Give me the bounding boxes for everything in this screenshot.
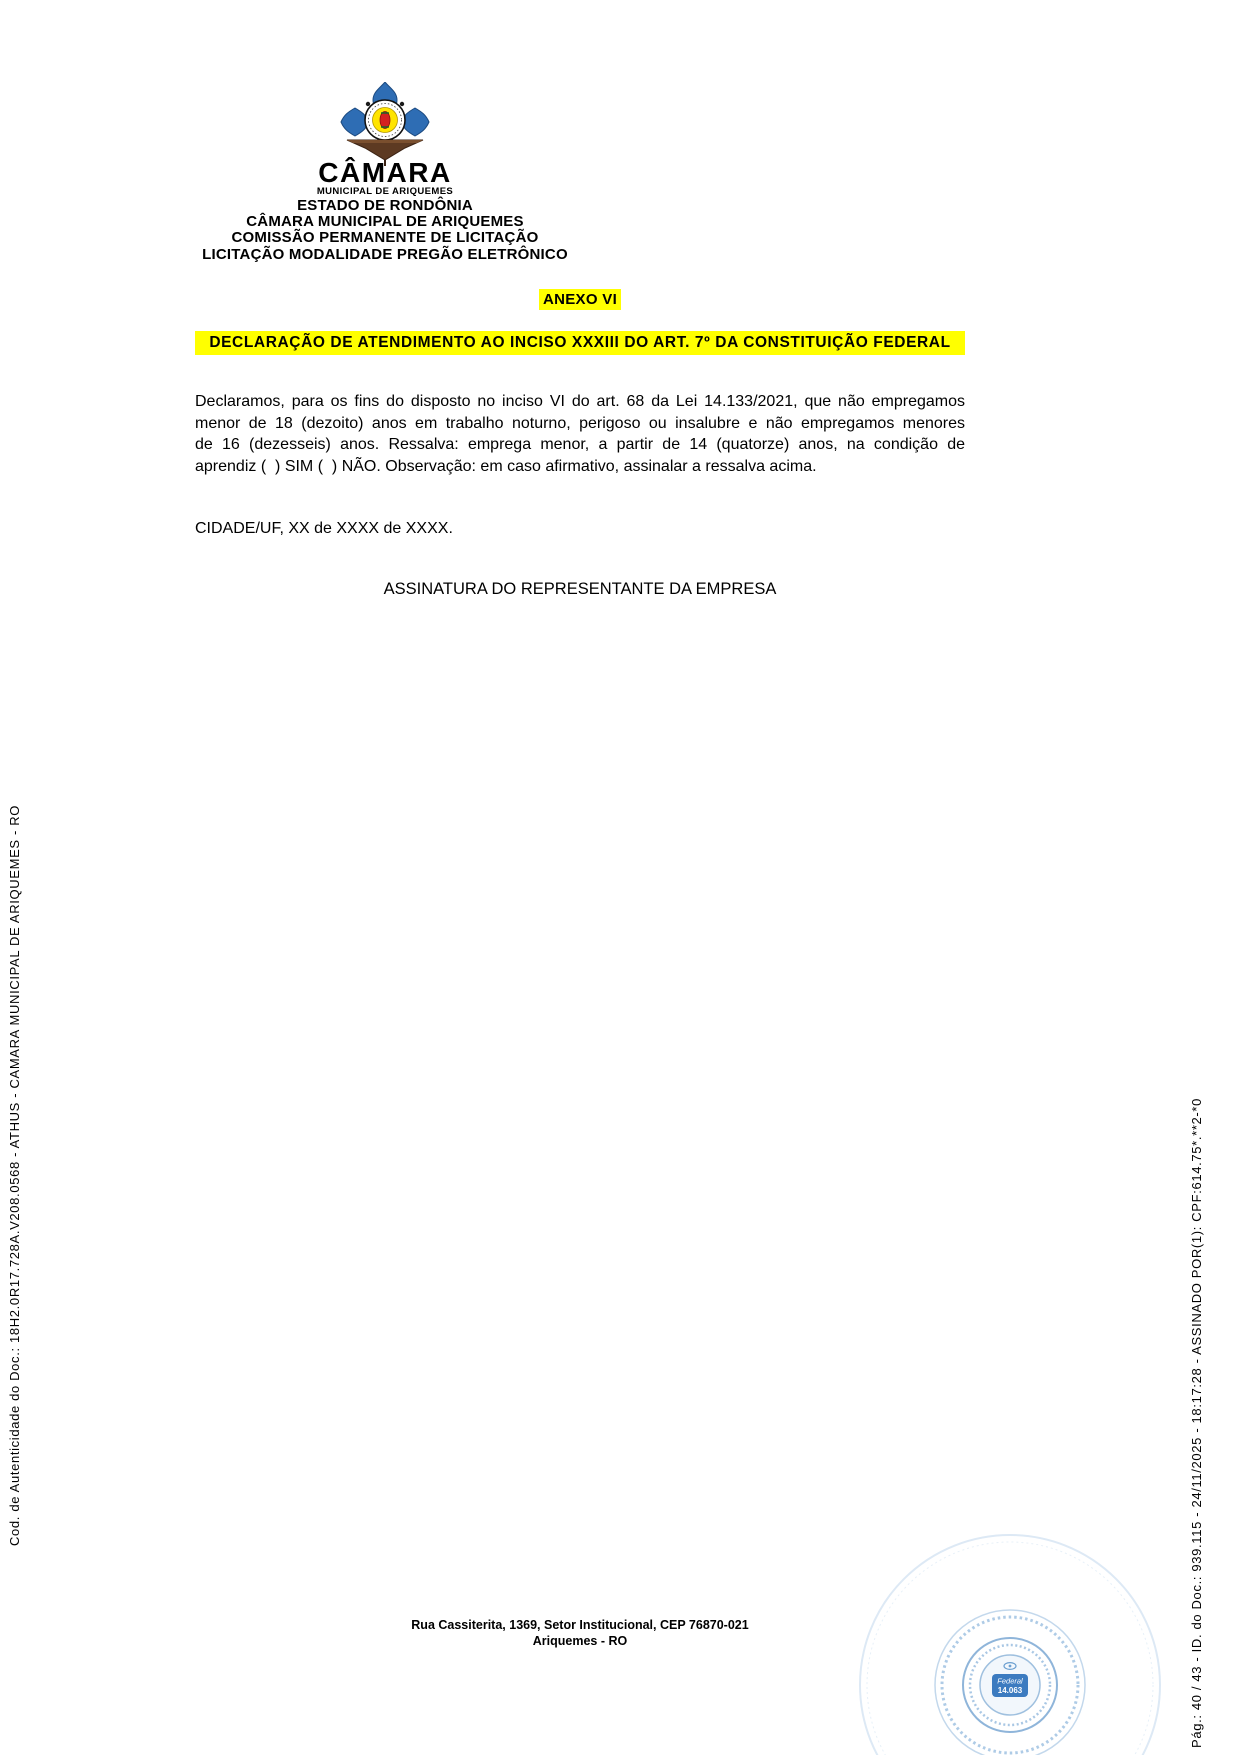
digital-signature-stamp — [850, 1530, 1240, 1755]
paragraph-line: aprendiz ( ) SIM ( ) NÃO. Observação: em caso afirmativo, assinalar a ressalva acima. — [195, 457, 817, 475]
stamp-label-line1: Federal — [997, 1676, 1023, 1686]
header-line-state: ESTADO DE RONDÔNIA — [297, 197, 473, 214]
stamp-label-line2: 14.063 — [997, 1686, 1023, 1695]
footer-address-line2: Ariquemes - RO — [532, 1634, 628, 1648]
logo-wordmark: CÂMARA — [318, 157, 452, 188]
annex-label: ANEXO VI — [539, 289, 621, 310]
signature-caption: ASSINATURA DO REPRESENTANTE DA EMPRESA — [383, 580, 777, 598]
declaration-paragraph — [195, 391, 965, 477]
header-line-chamber: CÂMARA MUNICIPAL DE ARIQUEMES — [246, 213, 524, 231]
header-line-commission: COMISSÃO PERMANENTE DE LICITAÇÃO — [231, 229, 539, 247]
institution-header — [0, 198, 770, 263]
place-date-line: CIDADE/UF, XX de XXXX de XXXX. — [195, 520, 453, 537]
municipal-crest-logo — [335, 82, 435, 166]
header-line-modality: LICITAÇÃO MODALIDADE PREGÃO ELETRÔNICO — [202, 245, 568, 263]
paragraph-line: Declaramos, para os fins do disposto no inciso VI do art. 68 da Lei 14.133/2021, que não empregamos — [195, 393, 965, 410]
logo-wordmark-sub: MUNICIPAL DE ARIQUEMES — [316, 186, 454, 197]
footer-address-line1: Rua Cassiterita, 1369, Setor Institucional, CEP 76870-021 — [411, 1618, 749, 1632]
authenticity-code-vertical-text: Cod. de Autenticidade do Doc.: 18H2.0R17.728A.V208.0568 - ATHUS - CAMARA MUNICIPAL DE ARIQUEMES - RO — [7, 804, 22, 1546]
annex-row — [195, 289, 965, 310]
page-docid-signature-vertical-text: Pág.: 40 / 43 - ID. do Doc.: 939.115 - 24/11/2025 - 18:17:28 - ASSINADO POR(1): CPF:614.75*.**2-*0 — [1189, 1098, 1204, 1748]
paragraph-line: de 16 (dezesseis) anos. Ressalva: emprega menor, a partir de 14 (quatorze) anos, na condição de — [195, 436, 965, 453]
paragraph-line: menor de 18 (dezoito) anos em trabalho noturno, perigoso ou insalubre e não empregamos menores — [195, 414, 965, 432]
document-title: DECLARAÇÃO DE ATENDIMENTO AO INCISO XXXIII DO ART. 7º DA CONSTITUIÇÃO FEDERAL — [195, 331, 965, 355]
